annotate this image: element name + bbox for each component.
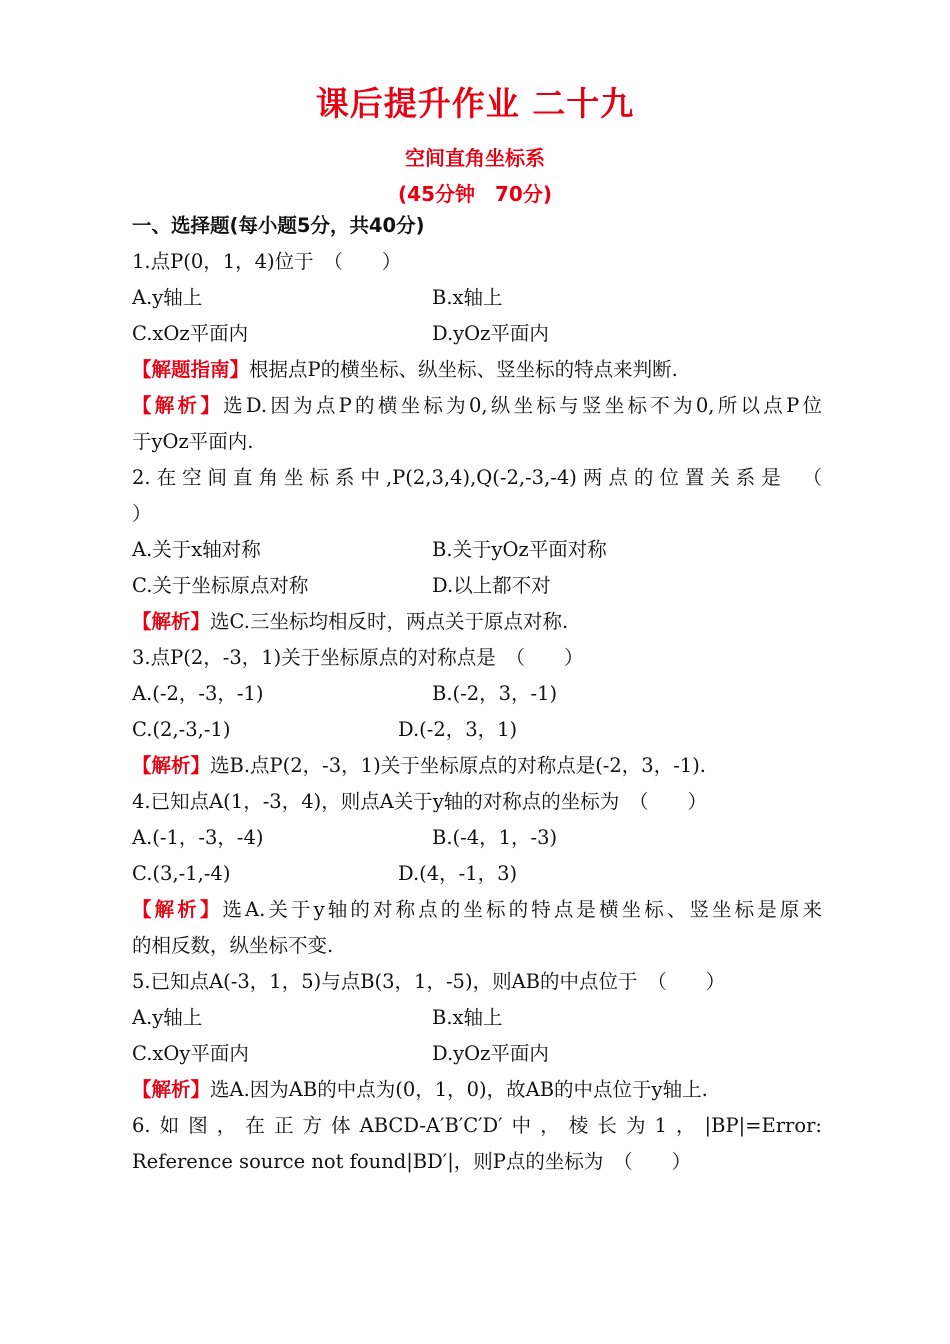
question-4-option-d: D.(4，-1，3) — [398, 862, 518, 885]
analysis-text: 选B.点P(2，-3，1)关于坐标原点的对称点是(-2，3，-1). — [210, 754, 706, 777]
question-5-option-d: D.yOz平面内 — [432, 1042, 549, 1065]
question-4-stem: 4.已知点A(1，-3，4)，则点A关于y轴的对称点的坐标为 （ ） — [132, 790, 708, 813]
question-2-option-b: B.关于yOz平面对称 — [432, 538, 607, 561]
question-1-option-d: D.yOz平面内 — [432, 322, 549, 345]
question-3-option-a: A.(-2，-3，-1) — [132, 682, 264, 705]
page-subtitle: 空间直角坐标系 — [405, 146, 545, 170]
question-4-option-b: B.(-4，1，-3) — [432, 826, 558, 849]
hint-text: 根据点P的横坐标、纵坐标、竖坐标的特点来判断. — [249, 358, 678, 381]
question-2-option-d: D.以上都不对 — [432, 574, 551, 597]
question-4-analysis-cont: 的相反数，纵坐标不变. — [132, 934, 334, 957]
question-5-analysis — [132, 1078, 708, 1102]
hint-tag: 【解题指南】 — [132, 358, 250, 381]
question-3-option-d: D.(-2，3，1) — [398, 718, 518, 741]
section-heading: 一、选择题(每小题5分，共40分) — [132, 214, 425, 237]
analysis-text: 选A.关于y轴的对称点的坐标的特点是横坐标、竖坐标是原来 — [222, 898, 822, 921]
analysis-text: 选A.因为AB的中点为(0，1，0)，故AB的中点位于y轴上. — [210, 1078, 708, 1101]
question-1-option-b: B.x轴上 — [432, 286, 503, 309]
question-1-hint — [132, 358, 678, 382]
question-2-stem: 2.在空间直角坐标系中,P(2,3,4),Q(-2,-3,-4)两点的位置关系是 （ — [132, 466, 822, 489]
analysis-tag: 【解析】 — [132, 1078, 211, 1101]
question-3-option-b: B.(-2，3，-1) — [432, 682, 558, 705]
question-1-option-c: C.xOz平面内 — [132, 322, 249, 345]
question-6-stem-cont: Reference source not found|BD′|，则P点的坐标为 （ ） — [132, 1150, 692, 1173]
analysis-tag: 【解析】 — [132, 610, 211, 633]
analysis-text: 选D.因为点P的横坐标为0,纵坐标与竖坐标不为0,所以点P位 — [223, 394, 822, 417]
analysis-tag: 【解析】 — [132, 898, 223, 921]
analysis-tag: 【解析】 — [132, 394, 224, 417]
question-1-analysis — [132, 394, 822, 418]
question-3-stem: 3.点P(2，-3，1)关于坐标原点的对称点是 （ ） — [132, 646, 584, 669]
question-1-stem: 1.点P(0，1，4)位于 （ ） — [132, 250, 402, 273]
question-1-analysis-cont: 于yOz平面内. — [132, 430, 254, 453]
analysis-tag: 【解析】 — [132, 754, 211, 777]
question-2-stem-cont: ） — [132, 502, 152, 525]
question-4-option-a: A.(-1，-3，-4) — [132, 826, 264, 849]
question-5-option-b: B.x轴上 — [432, 1006, 503, 1029]
question-3-option-c: C.(2,-3,-1) — [132, 718, 231, 741]
question-6-stem: 6.如图，在正方体ABCD-A′B′C′D′中，棱长为1，|BP|=Error: — [132, 1114, 822, 1137]
question-4-option-c: C.(3,-1,-4) — [132, 862, 231, 885]
question-2-option-c: C.关于坐标原点对称 — [132, 574, 309, 597]
question-1-option-a: A.y轴上 — [132, 286, 203, 309]
question-3-analysis — [132, 754, 706, 778]
question-5-stem: 5.已知点A(-3，1，5)与点B(3，1，-5)，则AB的中点位于 （ ） — [132, 970, 726, 993]
question-2-analysis — [132, 610, 568, 634]
question-5-option-c: C.xOy平面内 — [132, 1042, 249, 1065]
question-5-option-a: A.y轴上 — [132, 1006, 203, 1029]
page-title: 课后提升作业 二十九 — [315, 84, 635, 123]
question-4-analysis — [132, 898, 822, 922]
question-2-option-a: A.关于x轴对称 — [132, 538, 261, 561]
time-score-info: (45分钟 70分) — [398, 182, 552, 206]
analysis-text: 选C.三坐标均相反时，两点关于原点对称. — [210, 610, 569, 633]
